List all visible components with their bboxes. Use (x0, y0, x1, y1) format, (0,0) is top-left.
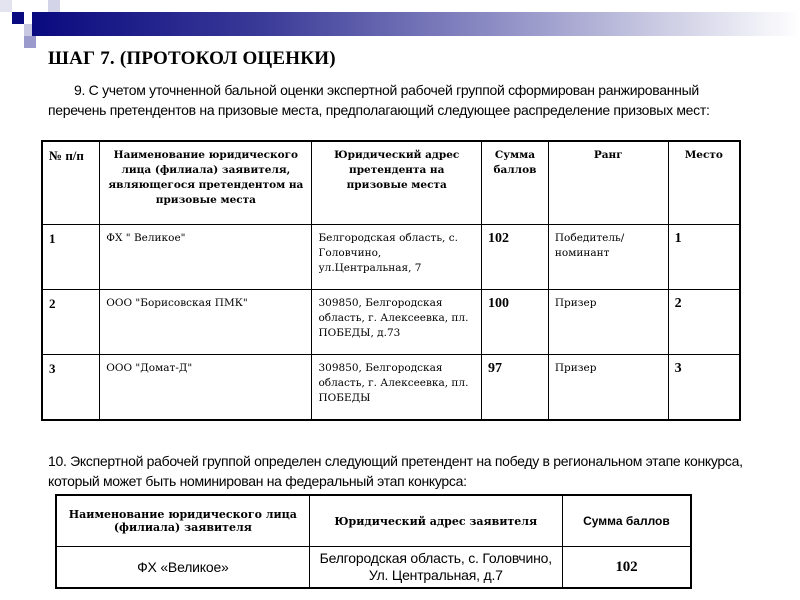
cell-name: ООО "Домат-Д" (100, 355, 312, 421)
header-name: Наименование юридического лица (филиала) заявителя, являющегося претендентом на призовые места (100, 141, 312, 225)
cell-rank: Призер (548, 355, 668, 421)
page-title: ШАГ 7. (ПРОТОКОЛ ОЦЕНКИ) (48, 48, 336, 69)
cell-score: 102 (481, 225, 548, 290)
header-address: Юридический адрес заявителя (309, 495, 562, 547)
cell-place: 2 (668, 290, 740, 355)
table-header-row (56, 495, 691, 547)
cell-num: 2 (42, 290, 100, 355)
cell-name: ФХ «Великое» (56, 547, 309, 589)
ranking-table (41, 140, 741, 421)
header-place: Место (668, 141, 740, 225)
cell-rank: Призер (548, 290, 668, 355)
header-score: Сумма баллов (562, 495, 691, 547)
cell-score: 97 (481, 355, 548, 421)
decorative-square (48, 0, 60, 12)
paragraph-9-text: 9. С учетом уточненной бальной оценки экспертной рабочей группой сформирован ранжированный перечень претендентов на призовые места, предполагающий следующее распределение призовых мест: (48, 82, 710, 118)
title-banner (32, 12, 800, 36)
cell-num: 3 (42, 355, 100, 421)
decorative-square (0, 0, 12, 12)
table-row (42, 355, 740, 421)
table-row (56, 547, 691, 589)
header-rank: Ранг (548, 141, 668, 225)
table-row (42, 225, 740, 290)
header-num: № п/п (42, 141, 100, 225)
table-header-row (42, 141, 740, 225)
header-score: Сумма баллов (481, 141, 548, 225)
cell-place: 1 (668, 225, 740, 290)
cell-address: 309850, Белгородская область, г. Алексеевка, пл. ПОБЕДЫ (312, 355, 482, 421)
table-row (42, 290, 740, 355)
nominee-table (55, 494, 692, 589)
cell-num: 1 (42, 225, 100, 290)
cell-address: Белгородская область, с. Головчино, ул.Центральная, 7 (312, 225, 482, 290)
header-address: Юридический адрес претендента на призовые места (312, 141, 482, 225)
cell-score: 100 (481, 290, 548, 355)
decorative-square (12, 12, 24, 24)
paragraph-9 (48, 80, 748, 120)
cell-name: ООО "Борисовская ПМК" (100, 290, 312, 355)
cell-name: ФХ " Великое" (100, 225, 312, 290)
cell-place: 3 (668, 355, 740, 421)
paragraph-10: 10. Экспертной рабочей группой определен следующий претендент на победу в региональном этапе конкурса, который может быть номинирован на федеральный этап конкурса: (48, 453, 743, 489)
header-name: Наименование юридического лица (филиала) заявителя (56, 495, 309, 547)
cell-score: 102 (562, 547, 691, 589)
decorative-square (24, 36, 36, 48)
cell-address: 309850, Белгородская область, г. Алексеевка, пл. ПОБЕДЫ, д.73 (312, 290, 482, 355)
cell-rank: Победитель/ номинант (548, 225, 668, 290)
cell-address: Белгородская область, с. Головчино, Ул. Центральная, д.7 (309, 547, 562, 589)
